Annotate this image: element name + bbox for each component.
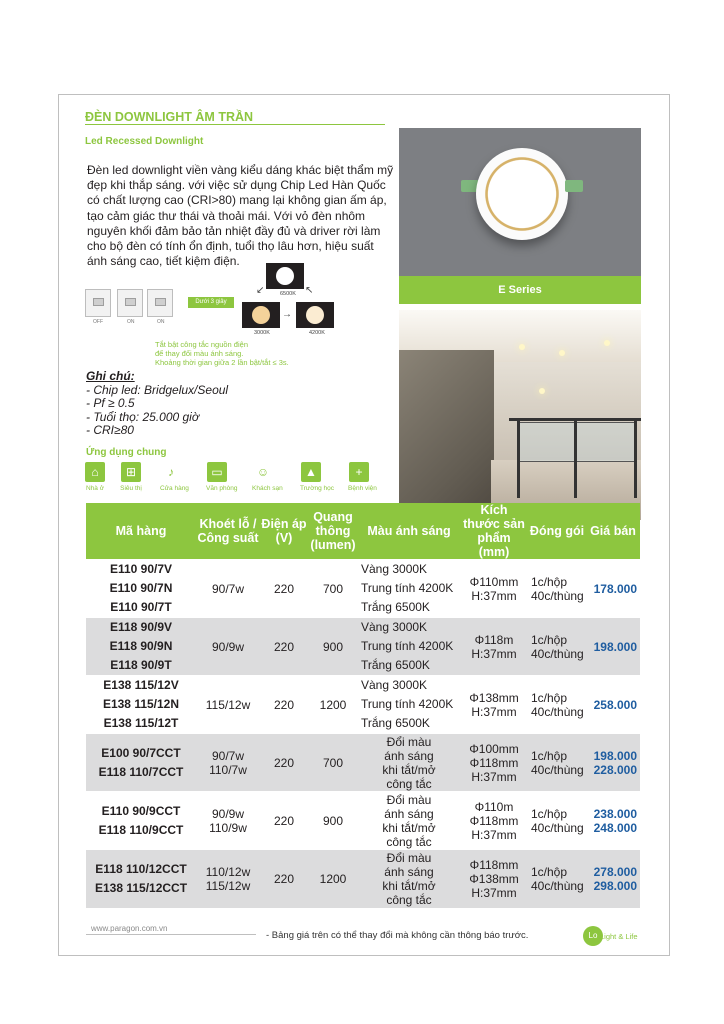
product-image [399,128,641,304]
voltage: 220 [260,734,308,792]
graduation-cap-icon: ▲ [301,462,321,482]
light-color: Đổi màu ánh sáng khi tắt/mở công tắc [358,850,460,908]
footer-divider [86,934,256,935]
packaging: 1c/hộp 40c/thùng [528,560,586,618]
application-item: ☺ Khách sạn [252,462,274,492]
color-temp-4200k [296,302,334,328]
switch-state-label: ON [127,319,135,325]
product-size: Φ100mm Φ118mm H:37mm [460,734,528,792]
medical-cross-icon: + [349,462,369,482]
switch-icon [147,289,173,317]
price: 278.000 298.000 [586,850,640,908]
switch-state-label: ON [157,319,165,325]
light-color: Đổi màu ánh sáng khi tắt/mở công tắc [358,792,460,850]
product-description: Đèn led downlight viền vàng kiểu dáng khác biệt thẩm mỹ đẹp khi thắp sáng. với việc sử dụng Chip Led Hàn Quốc có chất lượng cao (CRI>80) mang lại không gian ấm áp, tạo cảm giác thư thái và thoải mái. Với vỏ đèn nhôm nguyên khối đảm bảo tản nhiệt đầy đủ và driver rời làm cho bộ đèn có tính ổn định, tuổi thọ lâu hơn, hiệu suất ánh sáng cao, tiết kiệm điện. [87,163,394,269]
packaging: 1c/hộp 40c/thùng [528,792,586,850]
page-title: ĐÈN DOWNLIGHT ÂM TRẦN [85,110,254,124]
price: 178.000 [586,560,640,618]
notes-block [86,370,228,438]
application-item: ⌂ Nhà ở [84,462,106,492]
packaging: 1c/hộp 40c/thùng [528,676,586,734]
arrow-icon: → [282,309,292,320]
column-header: Giá bán [586,503,640,560]
shoe-icon: ♪ [168,465,174,479]
applications-list [84,462,384,496]
voltage: 220 [260,676,308,734]
packaging: 1c/hộp 40c/thùng [528,734,586,792]
temp-label: 3000K [254,330,270,336]
product-size: Φ110mm H:37mm [460,560,528,618]
stone-wall [399,350,494,520]
product-size: Φ118m H:37mm [460,618,528,676]
product-size: Φ118mm Φ138mm H:37mm [460,850,528,908]
cut-power: 90/9w 110/9w [196,792,260,850]
light-color: Vàng 3000K Trung tính 4200K Trắng 6500K [358,560,460,618]
product-codes: E118 90/9V E118 90/9N E118 90/9T [86,618,196,676]
bellboy-icon: ☺ [256,465,270,479]
temp-label: 6500K [280,291,296,297]
product-codes: E138 115/12V E138 115/12N E138 115/12T [86,676,196,734]
lumen: 700 [308,734,358,792]
application-item: + Bệnh viện [348,462,370,492]
table-row [86,792,640,850]
product-codes: E100 90/7CCT E118 110/7CCT [86,734,196,792]
note-item: - Pf ≥ 0.5 [86,396,135,410]
arrow-icon: ↖ [305,285,314,296]
product-size: Φ110m Φ118mm H:37mm [460,792,528,850]
ceiling-light [519,344,525,350]
table-row [86,618,640,676]
cut-power: 90/7w [196,560,260,618]
temp-label: 4200K [309,330,325,336]
website-url: www.paragon.com.vn [91,924,168,933]
price: 198.000 [586,618,640,676]
packaging: 1c/hộp 40c/thùng [528,618,586,676]
table-row [86,676,640,734]
product-codes: E118 110/12CCT E138 115/12CCT [86,850,196,908]
light-color: Đổi màu ánh sáng khi tắt/mở công tắc [358,734,460,792]
series-label: E Series [399,276,641,304]
switch-diagram [85,289,175,329]
cut-power: 90/7w 110/7w [196,734,260,792]
price: 258.000 [586,676,640,734]
packaging: 1c/hộp 40c/thùng [528,850,586,908]
column-header: Khoét lỗ / Công suất [196,503,260,560]
color-temp-6500k [266,263,304,289]
house-icon: ⌂ [85,462,105,482]
cut-power: 90/9w [196,618,260,676]
table-row [86,850,640,908]
brand-logo: Lo [583,926,603,946]
application-item: ⊞ Siêu thị [120,462,142,492]
product-codes: E110 90/9CCT E118 110/9CCT [86,792,196,850]
switch-state-label: OFF [93,319,103,325]
table-header-row [86,503,640,560]
column-header: Kích thước sản phẩm (mm) [460,503,528,560]
computer-icon: ▭ [207,462,227,482]
application-item: ♪ Cửa hàng [160,462,182,492]
price-disclaimer: - Bảng giá trên có thể thay đổi mà không cần thông báo trước. [266,930,529,941]
column-header: Điện áp (V) [260,503,308,560]
page-subtitle: Led Recessed Downlight [85,136,204,147]
price: 198.000 228.000 [586,734,640,792]
switch-icon [117,289,143,317]
column-header: Mã hàng [86,503,196,560]
brand-tagline: Light & Life [600,932,638,941]
price: 238.000 248.000 [586,792,640,850]
notes-title: Ghi chú: [86,369,135,383]
switch-icon [85,289,111,317]
price-table [86,503,640,908]
color-temp-3000k [242,302,280,328]
column-header: Quang thông (lumen) [308,503,358,560]
product-codes: E110 90/7V E110 90/7N E110 90/7T [86,560,196,618]
railing-post [634,418,637,498]
table-row [86,560,640,618]
voltage: 220 [260,560,308,618]
switch-note: Tắt bật công tắc nguồn điện để thay đổi màu ánh sáng. Khoảng thời gian giữa 2 lần bật/tắt ≤ 3s. [155,340,289,367]
lumen: 900 [308,618,358,676]
spring-clip-right [565,180,583,192]
lumen: 1200 [308,676,358,734]
lumen: 700 [308,560,358,618]
column-header: Đóng gói [528,503,586,560]
cut-power: 115/12w [196,676,260,734]
table-row [86,734,640,792]
timing-badge: Dưới 3 giây [188,297,234,308]
ceiling-light [604,340,610,346]
application-item: ▭ Văn phòng [206,462,228,492]
note-item: - CRI≥80 [86,423,134,437]
downlight-photo [476,148,568,240]
column-header: Màu ánh sáng [358,503,460,560]
cut-power: 110/12w 115/12w [196,850,260,908]
arrow-icon: ↙ [256,285,265,296]
application-item: ▲ Trường học [300,462,322,492]
voltage: 220 [260,618,308,676]
voltage: 220 [260,792,308,850]
note-item: - Chip led: Bridgelux/Seoul [86,382,229,397]
lumen: 900 [308,792,358,850]
lumen: 1200 [308,850,358,908]
note-item: - Tuổi thọ: 25.000 giờ [86,409,200,424]
railing-post [517,418,520,498]
ceiling-light [539,388,545,394]
title-divider [85,124,385,125]
ceiling-light [559,350,565,356]
light-color: Vàng 3000K Trung tính 4200K Trắng 6500K [358,676,460,734]
interior-photo [399,310,641,520]
cart-icon: ⊞ [121,462,141,482]
voltage: 220 [260,850,308,908]
product-size: Φ138mm H:37mm [460,676,528,734]
railing-post [574,418,577,498]
applications-title: Ứng dụng chung [86,447,167,458]
light-color: Vàng 3000K Trung tính 4200K Trắng 6500K [358,618,460,676]
